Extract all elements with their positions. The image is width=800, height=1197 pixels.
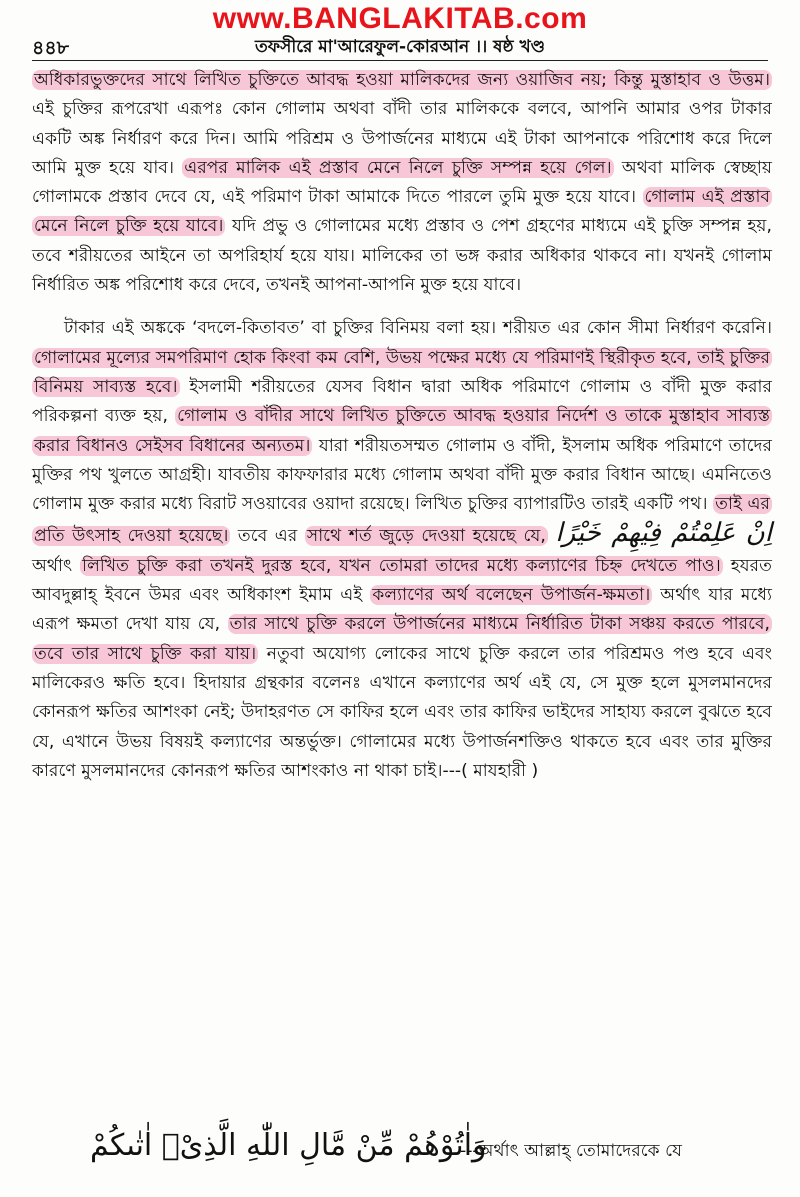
text-run: যদি প্রভু ও গোলামের মধ্যে প্রস্তাব ও পেশ গ্রহণের মাধ্যমে এই চুক্তি সম্পন্ন হয়, তবে শরীয়তের আইনে তা অপরিহার্য হয়ে যায়। মালিকের তা ভঙ্গ করার অধিকার থাকবে না। যখনই গোলাম নির্ধারিত অঙ্ক পরিশোধ করে দেবে, তখনই আপনা-আপনি মুক্ত হয়ে যাবে।	[32, 216, 772, 296]
highlighted-text: গোলামের মূল্যের সমপরিমাণ হোক কিংবা কম বেশি, উভয় পক্ষের মধ্যে যে পরিমাণই স্থিরীকৃত হবে, তাই চুক্তির বিনিময় সাব্যস্ত হবে।	[34, 347, 770, 397]
text-run: অর্থাৎ যার মধ্যে এরূপ ক্ষমতা দেখা যায় যে,	[32, 585, 772, 635]
paragraph	[32, 66, 772, 300]
page-number: ৪৪৮	[32, 37, 69, 59]
text-run: তবে এর	[230, 526, 305, 547]
arabic-verse: وَاٰتُوْهُمْ مِّنْ مَّالِ اللّٰهِ الَّذِیْۤ اٰتٰىكُمْ	[90, 1128, 487, 1163]
text-run: অর্থাৎ	[32, 555, 81, 576]
text-run: হযরত আবদুল্লাহ্ ইবনে উমর এবং অধিকাংশ ইমাম এই	[32, 555, 772, 606]
highlighted-text: সাথে শর্ত জুড়ে দেওয়া হয়েছে যে,	[306, 526, 546, 547]
verse-translation-start: ---অর্থাৎ আল্লাহ্ তোমাদেরকে যে	[460, 1141, 683, 1161]
highlighted-text: গোলাম ও বাঁদীর সাথে লিখিত চুক্তিতে আবদ্ধ হওয়ার নির্দেশ ও তাকে মুস্তাহাব সাব্যস্ত করার বিধানও সেইসব বিধানের অন্যতম।	[34, 406, 770, 456]
page-header	[32, 32, 768, 61]
highlighted-text: কল্যাণের অর্থ বলেছেন উপার্জন-ক্ষমতা।	[372, 585, 651, 606]
highlighted-text: তার সাথে চুক্তি করলে উপার্জনের মাধ্যমে নির্ধারিত টাকা সঞ্চয় করতে পারবে, তবে তার সাথে চুক্তি করা যায়।	[34, 614, 771, 664]
highlighted-text: অধিকারভুক্তদের সাথে লিখিত চুক্তিতে আবদ্ধ হওয়া মালিকদের জন্য ওয়াজিব নয়; কিন্তু মুস্তাহাব ও উত্তম।	[34, 70, 770, 90]
text-run: যারা শরীয়তসম্মত গোলাম ও বাঁদী, ইসলাম অধিক পরিমাণে তাদের মুক্তির পথ খুলতে আগ্রহী। যাবতীয় কাফফারার মধ্যে গোলাম অথবা বাঁদী মুক্ত করার বিধান আছে। এমনিতেও গোলাম মুক্ত করার মধ্যে বিরাট সওয়াবের ওয়াদা রয়েছে। লিখিত চুক্তির ব্যাপারটিও তারই একটি পথ।	[32, 435, 773, 515]
highlighted-text: গোলাম এই প্রস্তাব মেনে নিলে চুক্তি হয়ে যাবে।	[34, 187, 770, 237]
paragraph	[32, 314, 772, 786]
body-text	[32, 66, 772, 1116]
highlighted-text: তাই এর প্রতি উৎসাহ দেওয়া হয়েছে।	[34, 494, 770, 547]
highlighted-text: লিখিত চুক্তি করা তখনই দুরস্ত হবে, যখন তোমরা তাদের মধ্যে কল্যাণের চিহ্ন দেখতে পাও।	[82, 555, 721, 576]
text-run: অথবা মালিক স্বেচ্ছায় গোলামকে প্রস্তাব দেবে যে, এই পরিমাণ টাকা আমাকে দিতে পারলে তুমি মুক্ত হয়ে যাবে।	[32, 157, 773, 208]
text-run: টাকার এই অঙ্ককে ‘বদলে-কিতাবত’ বা চুক্তির বিনিময় বলা হয়। শরীয়ত এর কোন সীমা নির্ধারণ করেনি।	[64, 318, 772, 339]
arabic-quote: اِنْ عَلِمْتُمْ فِیْهِمْ خَیْرًا	[555, 518, 772, 549]
text-run: নতুবা অযোগ্য লোকের সাথে চুক্তি করলে তার পরিশ্রমও পণ্ড হবে এবং মালিকেরও ক্ষতি হবে। হিদায়ার গ্রন্থকার বলেনঃ এখানে কল্যাণের অর্থ এই যে, সে মুক্ত হলে মুসলমানদের কোনরূপ ক্ষতির আশংকা নেই; উদাহরণত সে কাফির হলে এবং তার কাফির ভাইদের সাহায্য করলে বুঝতে হবে যে, এখানে উভয় বিষয়ই কল্যাণের অন্তর্ভুক্ত। গোলামের মধ্যে উপার্জনশক্তিও থাকতে হবে এবং তার মুক্তির কারণে মুসলমানদের কোনরূপ ক্ষতির আশংকাও না থাকা চাই।---( মাযহারী )	[32, 643, 772, 781]
footer-verse-line	[80, 1128, 780, 1178]
text-run: ইসলামী শরীয়তের যেসব বিধান দ্বারা অধিক পরিমাণে গোলাম ও বাঁদী মুক্ত করার পরিকল্পনা ব্যক্ত হয়,	[32, 376, 772, 427]
running-title: তফসীরে মা'আরেফুল-কোরআন ।। ষষ্ঠ খণ্ড	[254, 37, 546, 57]
text-run: এই চুক্তির রূপরেখা এরূপঃ কোন গোলাম অথবা বাঁদী তার মালিককে বলবে, আপনি আমার ওপর টাকার একটি অঙ্ক নির্ধারণ করে দিন। আমি পরিশ্রম ও উপার্জনের মাধ্যমে এই টাকা আপনাকে পরিশোধ করে দিলে আমি মুক্ত হয়ে যাব।	[32, 99, 772, 178]
highlighted-text: এরপর মালিক এই প্রস্তাব মেনে নিলে চুক্তি সম্পন্ন হয়ে গেল।	[184, 157, 612, 178]
watermark[interactable]: www.BANGLAKITAB.com	[212, 2, 588, 35]
